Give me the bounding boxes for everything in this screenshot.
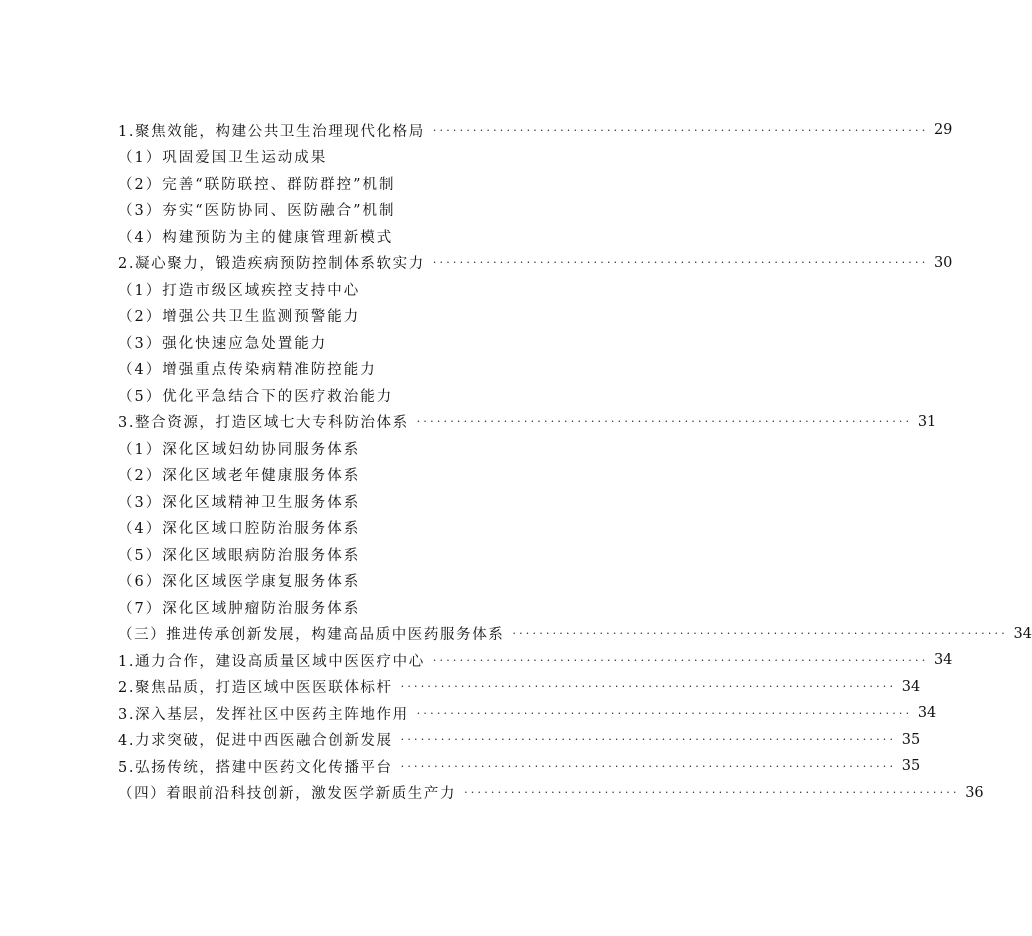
toc-entry [118,727,921,754]
toc-entry-title: 3.深入基层，发挥社区中医药主阵地作用 [118,706,409,723]
toc-entry [118,250,953,277]
toc-entry-title: （1）打造市级区域疾控支持中心 [118,282,361,299]
toc-entry-title: （2）增强公共卫生监测预警能力 [118,309,361,326]
toc-entry [118,700,937,727]
toc-page-number: 34 [933,652,953,669]
toc-entry-title: （三）推进传承创新发展，构建高品质中医药服务体系 [118,627,505,644]
toc-entry [118,462,570,489]
toc-entry [118,329,570,356]
toc-entry [118,621,1032,648]
toc-page-number: 34 [917,705,937,722]
toc-entry [118,674,921,701]
toc-page-number: 36 [965,784,984,801]
toc-entry [118,223,570,250]
toc-page-number: 29 [933,122,953,139]
toc-entry-title: （1）巩固爱国卫生运动成果 [118,150,328,167]
toc-entry-title: （2）深化区域老年健康服务体系 [118,468,361,485]
toc-entry-title: 1.通力合作，建设高质量区域中医医疗中心 [118,653,425,670]
toc-dot-leader: ·········································································· [416,415,913,429]
toc-entry [118,647,953,674]
toc-dot-leader: ·········································································· [400,759,897,773]
toc-dot-leader: ·········································································· [432,653,929,667]
toc-entry-title: 5.弘扬传统，搭建中医药文化传播平台 [118,759,393,776]
toc-entry [118,409,937,436]
toc-entry-title: （1）深化区域妇幼协同服务体系 [118,441,361,458]
toc-entry [118,303,570,330]
toc-entry-title: （4）深化区域口腔防治服务体系 [118,521,361,538]
toc-dot-leader: ·········································································· [400,680,897,694]
toc-page-number: 30 [933,254,953,271]
toc-dot-leader: ·········································································· [400,733,897,747]
toc-entry-title: 3.整合资源，打造区域七大专科防治体系 [118,415,409,432]
toc-entry [118,144,570,171]
toc-entry-title: （5）深化区域眼病防治服务体系 [118,547,361,564]
toc-page-number: 35 [901,731,921,748]
toc-entry-title: （3）深化区域精神卫生服务体系 [118,494,361,511]
toc-entry [118,780,984,807]
toc-entry [118,117,953,144]
toc-entry [118,435,570,462]
toc-entry [118,276,570,303]
toc-entry [118,568,570,595]
toc-dot-leader: ·········································································· [512,627,1008,641]
toc-entry [118,170,570,197]
toc-page-number: 34 [1013,625,1032,642]
table-of-contents [118,117,1032,806]
toc-entry-title: （3）夯实“医防协同、医防融合”机制 [118,203,396,220]
toc-entry-title: （四）着眼前沿科技创新，激发医学新质生产力 [118,786,457,803]
toc-entry-title: 1.聚焦效能，构建公共卫生治理现代化格局 [118,123,425,140]
toc-entry [118,356,570,383]
toc-entry-title: （6）深化区域医学康复服务体系 [118,574,361,591]
toc-entry-title: 2.聚焦品质，打造区域中医医联体标杆 [118,680,393,697]
toc-entry [118,594,570,621]
toc-entry-title: （7）深化区域肿瘤防治服务体系 [118,600,361,617]
toc-entry [118,197,570,224]
toc-entry [118,541,570,568]
toc-page-number: 31 [917,413,937,430]
toc-entry-title: （3）强化快速应急处置能力 [118,335,328,352]
toc-entry-title: 4.力求突破，促进中西医融合创新发展 [118,733,393,750]
toc-entry [118,382,570,409]
toc-entry-title: 2.凝心聚力，锻造疾病预防控制体系软实力 [118,256,425,273]
toc-page-number: 34 [901,678,921,695]
toc-entry-title: （4）构建预防为主的健康管理新模式 [118,229,394,246]
toc-entry [118,753,921,780]
toc-entry-title: （4）增强重点传染病精准防控能力 [118,362,377,379]
toc-entry-title: （2）完善“联防联控、群防群控”机制 [118,176,396,193]
toc-entry [118,488,570,515]
toc-dot-leader: ·········································································· [432,256,929,270]
toc-entry [118,515,570,542]
toc-page-number: 35 [901,758,921,775]
toc-dot-leader: ·········································································· [464,786,960,800]
toc-dot-leader: ·········································································· [416,706,913,720]
toc-entry-title: （5）优化平急结合下的医疗救治能力 [118,388,394,405]
toc-dot-leader: ·········································································· [432,123,929,137]
